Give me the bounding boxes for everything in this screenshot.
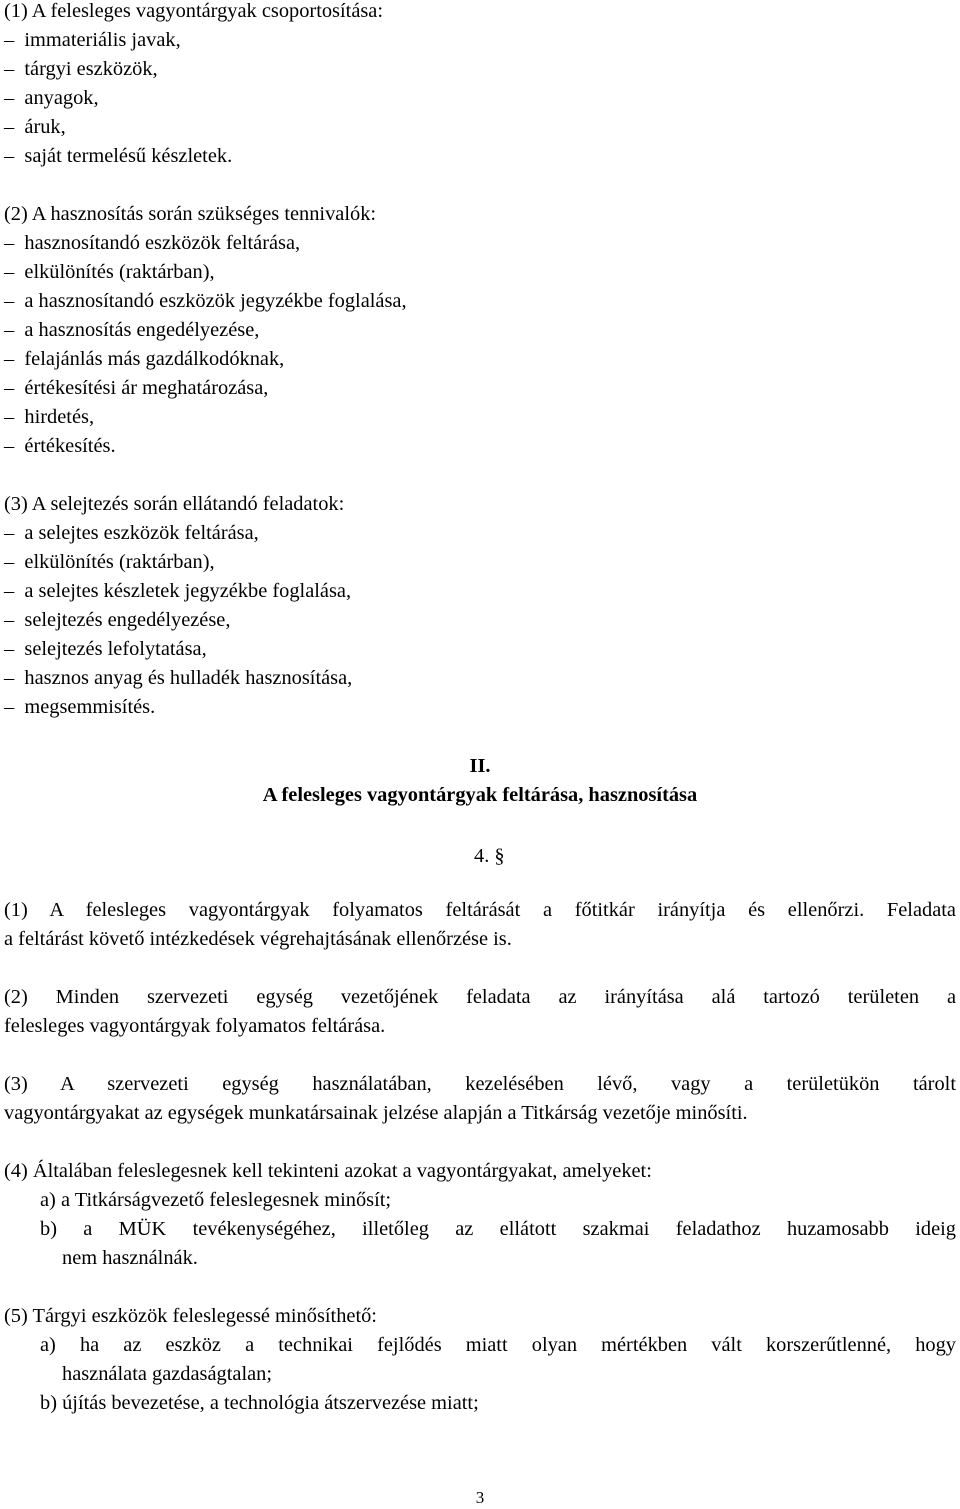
section1-heading: (1) A felesleges vagyontárgyak csoportosítása:	[4, 0, 384, 22]
section2-item: – hirdetés,	[4, 403, 956, 432]
paragraph-5-heading: (5) Tárgyi eszközök feleslegessé minősíthető:	[4, 1305, 377, 1327]
section1-item: – immateriális javak,	[4, 26, 956, 55]
section3-item: – elkülönítés (raktárban),	[4, 548, 956, 577]
section1-item: – anyagok,	[4, 84, 956, 113]
page-number: 3	[475, 1488, 485, 1507]
section2-item: – a hasznosítás engedélyezése,	[4, 316, 956, 345]
paragraph-1-line: (1) A felesleges vagyontárgyak folyamatos feltárását a főtitkár irányítja és ellenőrzi. Feladata	[4, 899, 956, 921]
section3-item: – selejtezés engedélyezése,	[4, 606, 956, 635]
section2-item: – a hasznosítandó eszközök jegyzékbe foglalása,	[4, 287, 956, 316]
paragraph-5-item-a: a) ha az eszköz a technikai fejlődés miatt olyan mértékben vált korszerűtlenné, hogy	[40, 1334, 956, 1356]
paragraph-2-line: felesleges vagyontárgyak folyamatos feltárása.	[4, 1015, 386, 1037]
chapter-number: II.	[469, 755, 491, 777]
section3-item: – selejtezés lefolytatása,	[4, 635, 956, 664]
section1-item: – tárgyi eszközök,	[4, 55, 956, 84]
paragraph-5-item-a-cont: használata gazdaságtalan;	[62, 1363, 273, 1385]
paragraph-2-line: (2) Minden szervezeti egység vezetőjének feladata az irányítása alá tartozó területen a	[4, 986, 956, 1008]
paragraph-4-item-b: b) a MÜK tevékenységéhez, illetőleg az ellátott szakmai feladathoz huzamosabb ideig	[40, 1218, 956, 1240]
section3-heading: (3) A selejtezés során ellátandó feladatok:	[4, 493, 345, 515]
paragraph-4-item-a: a) a Titkárságvezető feleslegesnek minősít;	[40, 1189, 392, 1211]
section3-item: – a selejtes készletek jegyzékbe foglalása,	[4, 577, 956, 606]
paragraph-3-line: vagyontárgyakat az egységek munkatársainak jelzése alapján a Titkárság vezetője minősíti.	[4, 1102, 748, 1124]
paragraph-4-heading: (4) Általában feleslegesnek kell tekinteni azokat a vagyontárgyakat, amelyeket:	[4, 1160, 652, 1182]
section2-item: – elkülönítés (raktárban),	[4, 258, 956, 287]
paragraph-3-line: (3) A szervezeti egység használatában, kezelésében lévő, vagy a területükön tárolt	[4, 1073, 956, 1095]
section2-item: – értékesítés.	[4, 432, 956, 461]
paragraph-4-item-b-cont: nem használnák.	[62, 1247, 198, 1269]
section2-item: – hasznosítandó eszközök feltárása,	[4, 229, 956, 258]
section1-item: – saját termelésű készletek.	[4, 142, 956, 171]
section2-heading: (2) A hasznosítás során szükséges tennivalók:	[4, 203, 377, 225]
section1-item: – áruk,	[4, 113, 956, 142]
paragraph-5-item-b: b) újítás bevezetése, a technológia átszervezése miatt;	[40, 1392, 479, 1414]
section3-item: – hasznos anyag és hulladék hasznosítása,	[4, 664, 956, 693]
paragraph-number: 4. §	[474, 845, 505, 867]
section2-item: – felajánlás más gazdálkodóknak,	[4, 345, 956, 374]
section3-item: – megsemmisítés.	[4, 693, 956, 722]
chapter-title: A felesleges vagyontárgyak feltárása, hasznosítása	[262, 784, 698, 806]
paragraph-1-line: a feltárást követő intézkedések végrehajtásának ellenőrzése is.	[4, 928, 512, 950]
section2-item: – értékesítési ár meghatározása,	[4, 374, 956, 403]
section3-item: – a selejtes eszközök feltárása,	[4, 519, 956, 548]
